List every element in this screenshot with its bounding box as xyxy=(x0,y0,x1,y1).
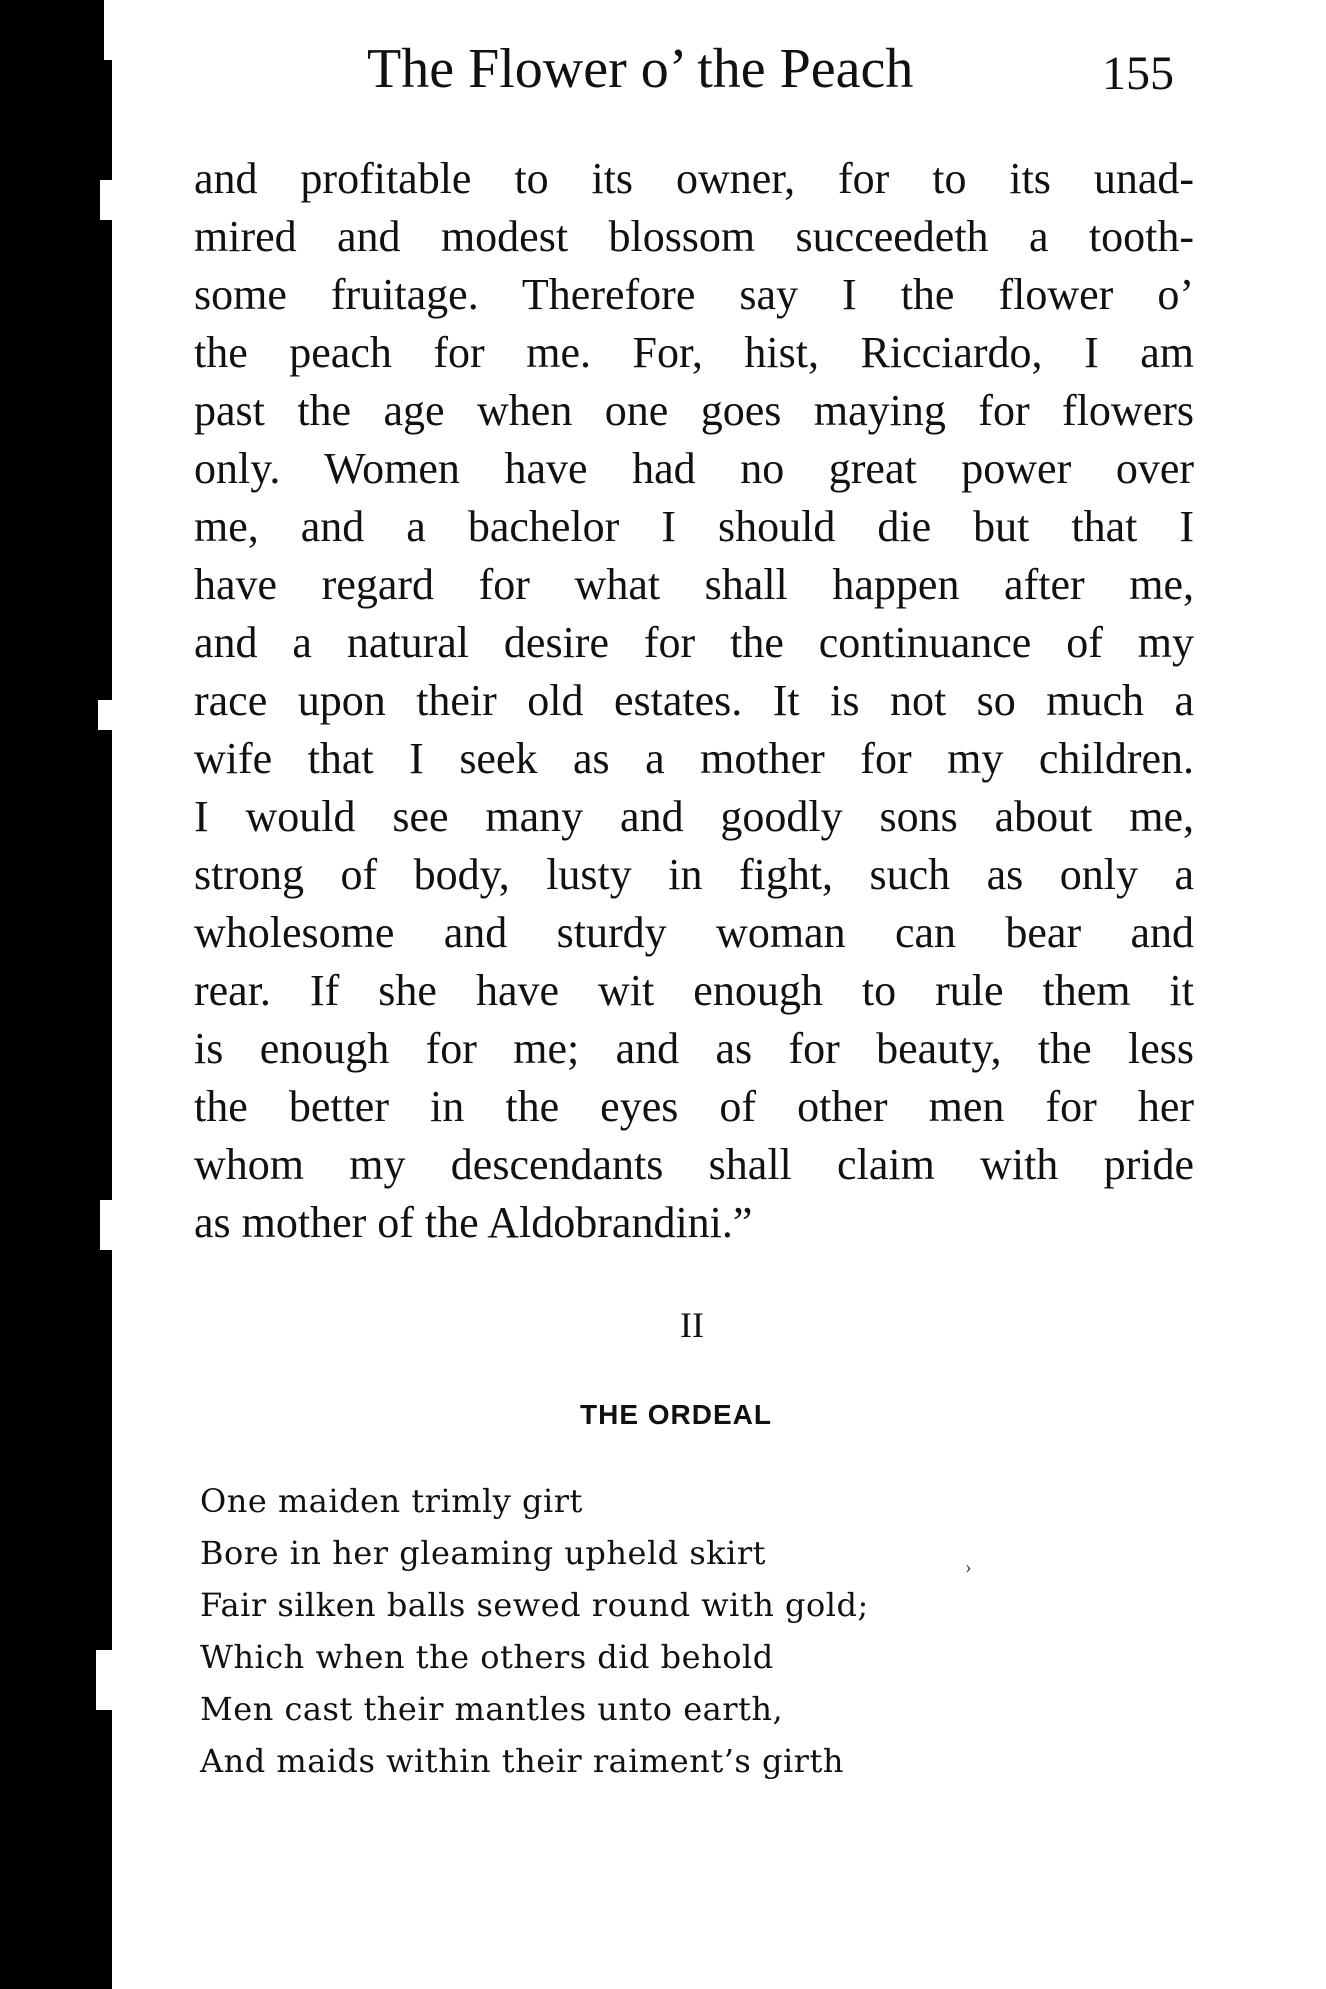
text-line: and profitable to its owner, for to its unad- xyxy=(194,154,1194,203)
text-line-last: as mother of the Aldobrandini.” xyxy=(194,1198,753,1247)
text-line: only. Women have had no great power over xyxy=(194,444,1194,493)
text-line: past the age when one goes maying for flowers xyxy=(194,386,1194,435)
text-line: and a natural desire for the continuance of my xyxy=(194,618,1194,667)
text-line: the better in the eyes of other men for her xyxy=(194,1082,1194,1131)
stray-print-mark: › xyxy=(965,1556,972,1578)
text-line: me, and a bachelor I should die but that I xyxy=(194,502,1194,551)
text-line: strong of body, lusty in fight, such as only a xyxy=(194,850,1194,899)
text-line: is enough for me; and as for beauty, the less xyxy=(194,1024,1194,1073)
section-title: THE ORDEAL xyxy=(580,1399,772,1430)
poem-line: One maiden trimly girt xyxy=(200,1482,583,1520)
running-title: The Flower o’ the Peach xyxy=(367,38,914,100)
text-line: wife that I seek as a mother for my children. xyxy=(194,734,1194,783)
page-number: 155 xyxy=(1102,47,1174,100)
body-paragraph xyxy=(194,150,1194,1252)
text-line: rear. If she have wit enough to rule them it xyxy=(194,966,1194,1015)
poem-line: Men cast their mantles unto earth, xyxy=(200,1690,784,1728)
text-line: have regard for what shall happen after me, xyxy=(194,560,1194,609)
poem-line: Bore in her gleaming upheld skirt xyxy=(200,1534,767,1572)
text-line: the peach for me. For, hist, Ricciardo, I am xyxy=(194,328,1194,377)
poem-line: And maids within their raiment’s girth xyxy=(200,1742,844,1780)
text-line: mired and modest blossom succeedeth a tooth- xyxy=(194,212,1194,261)
running-header xyxy=(190,34,1190,104)
text-line: race upon their old estates. It is not so much a xyxy=(194,676,1194,725)
poem-stanza xyxy=(200,1475,869,1787)
poem-line: Fair silken balls sewed round with gold; xyxy=(200,1586,869,1624)
section-number: II xyxy=(680,1305,704,1345)
text-line: whom my descendants shall claim with pride xyxy=(194,1140,1194,1189)
text-line: I would see many and goodly sons about me, xyxy=(194,792,1194,841)
text-line: wholesome and sturdy woman can bear and xyxy=(194,908,1194,957)
text-line: some fruitage. Therefore say I the flower o’ xyxy=(194,270,1194,319)
poem-line: Which when the others did behold xyxy=(200,1638,774,1676)
